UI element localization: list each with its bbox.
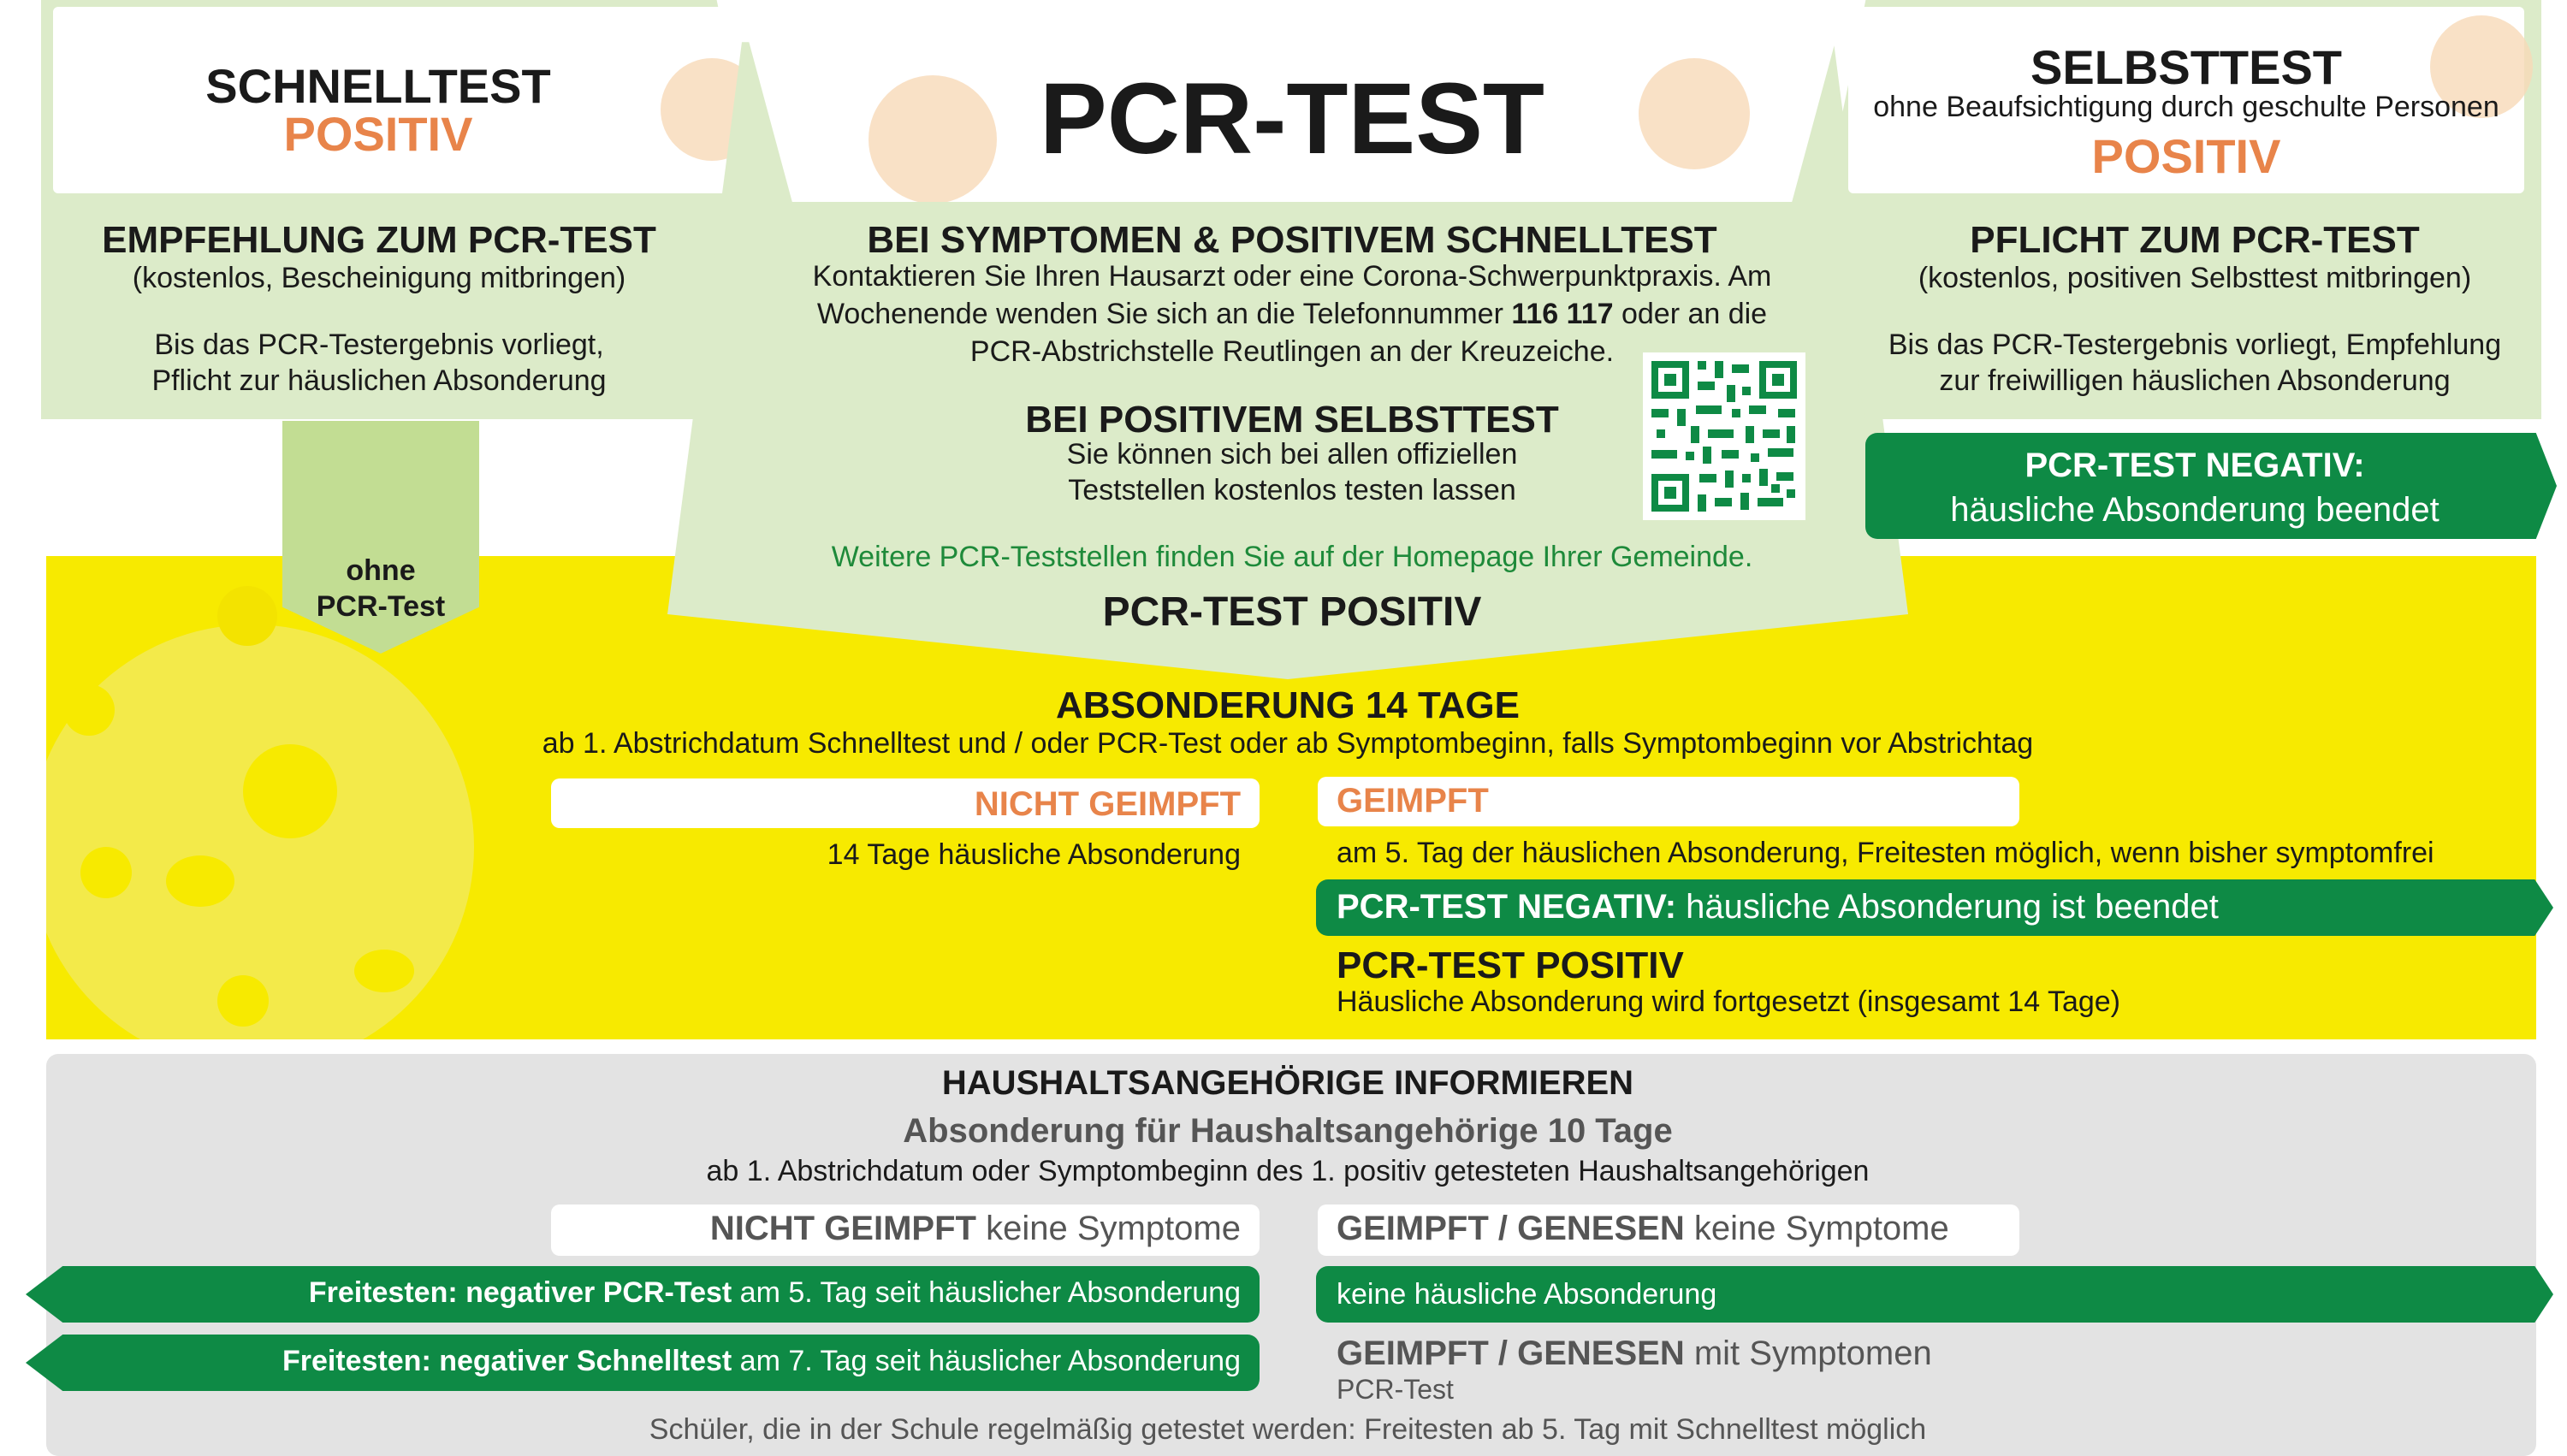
free-quick-label: Freitesten: negativer Schnelltest <box>282 1345 732 1377</box>
free-quick-text: am 7. Tag seit häuslicher Absonderung <box>732 1345 1241 1377</box>
vaccinated-text: am 5. Tag der häuslichen Absonderung, Freitesten möglich, wenn bisher symptomfrei <box>1337 837 2434 869</box>
qr-code-icon[interactable] <box>1643 352 1805 520</box>
not-vaccinated-label: NICHT GEIMPFT <box>974 785 1241 823</box>
household-nv-label: NICHT GEIMPFT <box>709 1210 976 1247</box>
selftest-line2: Teststellen kostenlos testen lassen <box>1068 474 1516 506</box>
selftest-heading: BEI POSITIVEM SELBSTTEST <box>1025 399 1559 441</box>
right-subtitle: POSITIV <box>2091 129 2281 183</box>
isolation-positive-label: PCR-TEST POSITIV <box>1337 944 1684 986</box>
free-pcr-label: Freitesten: negativer PCR-Test <box>308 1276 732 1309</box>
household-v-suffix: keine Symptome <box>1684 1210 1949 1247</box>
isolation-positive-text: Häusliche Absonderung wird fortgesetzt (insgesamt 14 Tage) <box>1337 985 2120 1018</box>
right-title: SELBSTTEST <box>2030 40 2343 94</box>
right-line2: zur freiwilligen häuslichen Absonderung <box>1939 364 2451 397</box>
symptoms-line2-pre: Wochenende wenden Sie sich an die Telefonnummer <box>816 298 1512 330</box>
right-heading: PFLICHT ZUM PCR-TEST <box>1970 219 2420 261</box>
free-quick-line <box>86 1345 1241 1378</box>
center-title: PCR-TEST <box>1040 62 1544 175</box>
household-v-text: keine häusliche Absonderung <box>1337 1278 1717 1311</box>
selftest-line1: Sie können sich bei allen offiziellen <box>1066 438 1518 471</box>
left-note: (kostenlos, Bescheinigung mitbringen) <box>132 262 626 294</box>
left-line1: Bis das PCR-Testergebnis vorliegt, <box>154 328 604 361</box>
not-vaccinated-text: 14 Tage häusliche Absonderung <box>827 838 1241 871</box>
symptoms-line1: Kontaktieren Sie Ihren Hausarzt oder eine Corona-Schwerpunktpraxis. Am <box>812 260 1772 293</box>
household-heading: HAUSHALTSANGEHÖRIGE INFORMIEREN <box>941 1064 1634 1102</box>
isolation-negative-line <box>1337 888 2534 926</box>
isolation-negative-label: PCR-TEST NEGATIV: <box>1337 888 1677 926</box>
virus-decoration-yellow <box>46 556 577 1039</box>
household-subline: ab 1. Abstrichdatum oder Symptombeginn des 1. positiv getesteten Haushaltsangehörigen <box>706 1155 1870 1187</box>
left-title: SCHNELLTEST <box>205 59 551 113</box>
left-subtitle: POSITIV <box>283 107 473 161</box>
symptoms-line2-post: oder an die <box>1613 298 1768 330</box>
household-subheading: Absonderung für Haushaltsangehörige 10 Tage <box>903 1112 1673 1150</box>
right-sub: ohne Beaufsichtigung durch geschulte Personen <box>1873 91 2499 123</box>
right-note: (kostenlos, positiven Selbsttest mitbringen) <box>1918 262 2472 294</box>
isolation-subline: ab 1. Abstrichdatum Schnelltest und / oder PCR-Test oder ab Symptombeginn, falls Symptombeginn vor Abstrichtag <box>542 727 2034 760</box>
left-line2: Pflicht zur häuslichen Absonderung <box>151 364 607 397</box>
household-v-label: GEIMPFT / GENESEN <box>1337 1210 1685 1247</box>
symptoms-heading: BEI SYMPTOMEN & POSITIVEM SCHNELLTEST <box>867 219 1717 261</box>
pcr-positive-label: PCR-TEST POSITIV <box>1102 589 1482 635</box>
symptoms-line3: PCR-Abstrichstelle Reutlingen an der Kreuzeiche. <box>969 335 1615 368</box>
phone-number: 116 117 <box>1511 298 1614 330</box>
isolation-heading: ABSONDERUNG 14 TAGE <box>1056 684 1520 726</box>
more-info-link[interactable]: Weitere PCR-Teststellen finden Sie auf der Homepage Ihrer Gemeinde. <box>831 541 1753 573</box>
household-nv-suffix: keine Symptome <box>975 1210 1241 1247</box>
left-arrow-line2: PCR-Test <box>316 590 446 623</box>
vaccinated-label: GEIMPFT <box>1337 782 1489 820</box>
household-vs-line <box>1337 1335 2449 1373</box>
right-line1: Bis das PCR-Testergebnis vorliegt, Empfehlung <box>1888 328 2502 361</box>
household-vaccinated-line <box>1337 1210 2004 1248</box>
left-arrow-line1: ohne <box>346 554 416 587</box>
isolation-negative-text: häusliche Absonderung ist beendet <box>1676 888 2219 926</box>
right-negative-text: häusliche Absonderung beendet <box>1950 491 2440 529</box>
free-pcr-line <box>86 1276 1241 1310</box>
right-negative-title: PCR-TEST NEGATIV: <box>2025 447 2365 484</box>
free-pcr-text: am 5. Tag seit häuslicher Absonderung <box>732 1276 1241 1309</box>
household-vs-label: GEIMPFT / GENESEN <box>1337 1335 1685 1372</box>
left-heading: EMPFEHLUNG ZUM PCR-TEST <box>102 219 656 261</box>
household-footer: Schüler, die in der Schule regelmäßig getestet werden: Freitesten ab 5. Tag mit Schnelltest möglich <box>649 1413 1927 1446</box>
household-vs-suffix: mit Symptomen <box>1684 1335 1932 1372</box>
symptoms-line2 <box>753 298 1831 331</box>
household-vs-text: PCR-Test <box>1337 1374 1454 1405</box>
household-not-vaccinated-line <box>565 1210 1241 1248</box>
